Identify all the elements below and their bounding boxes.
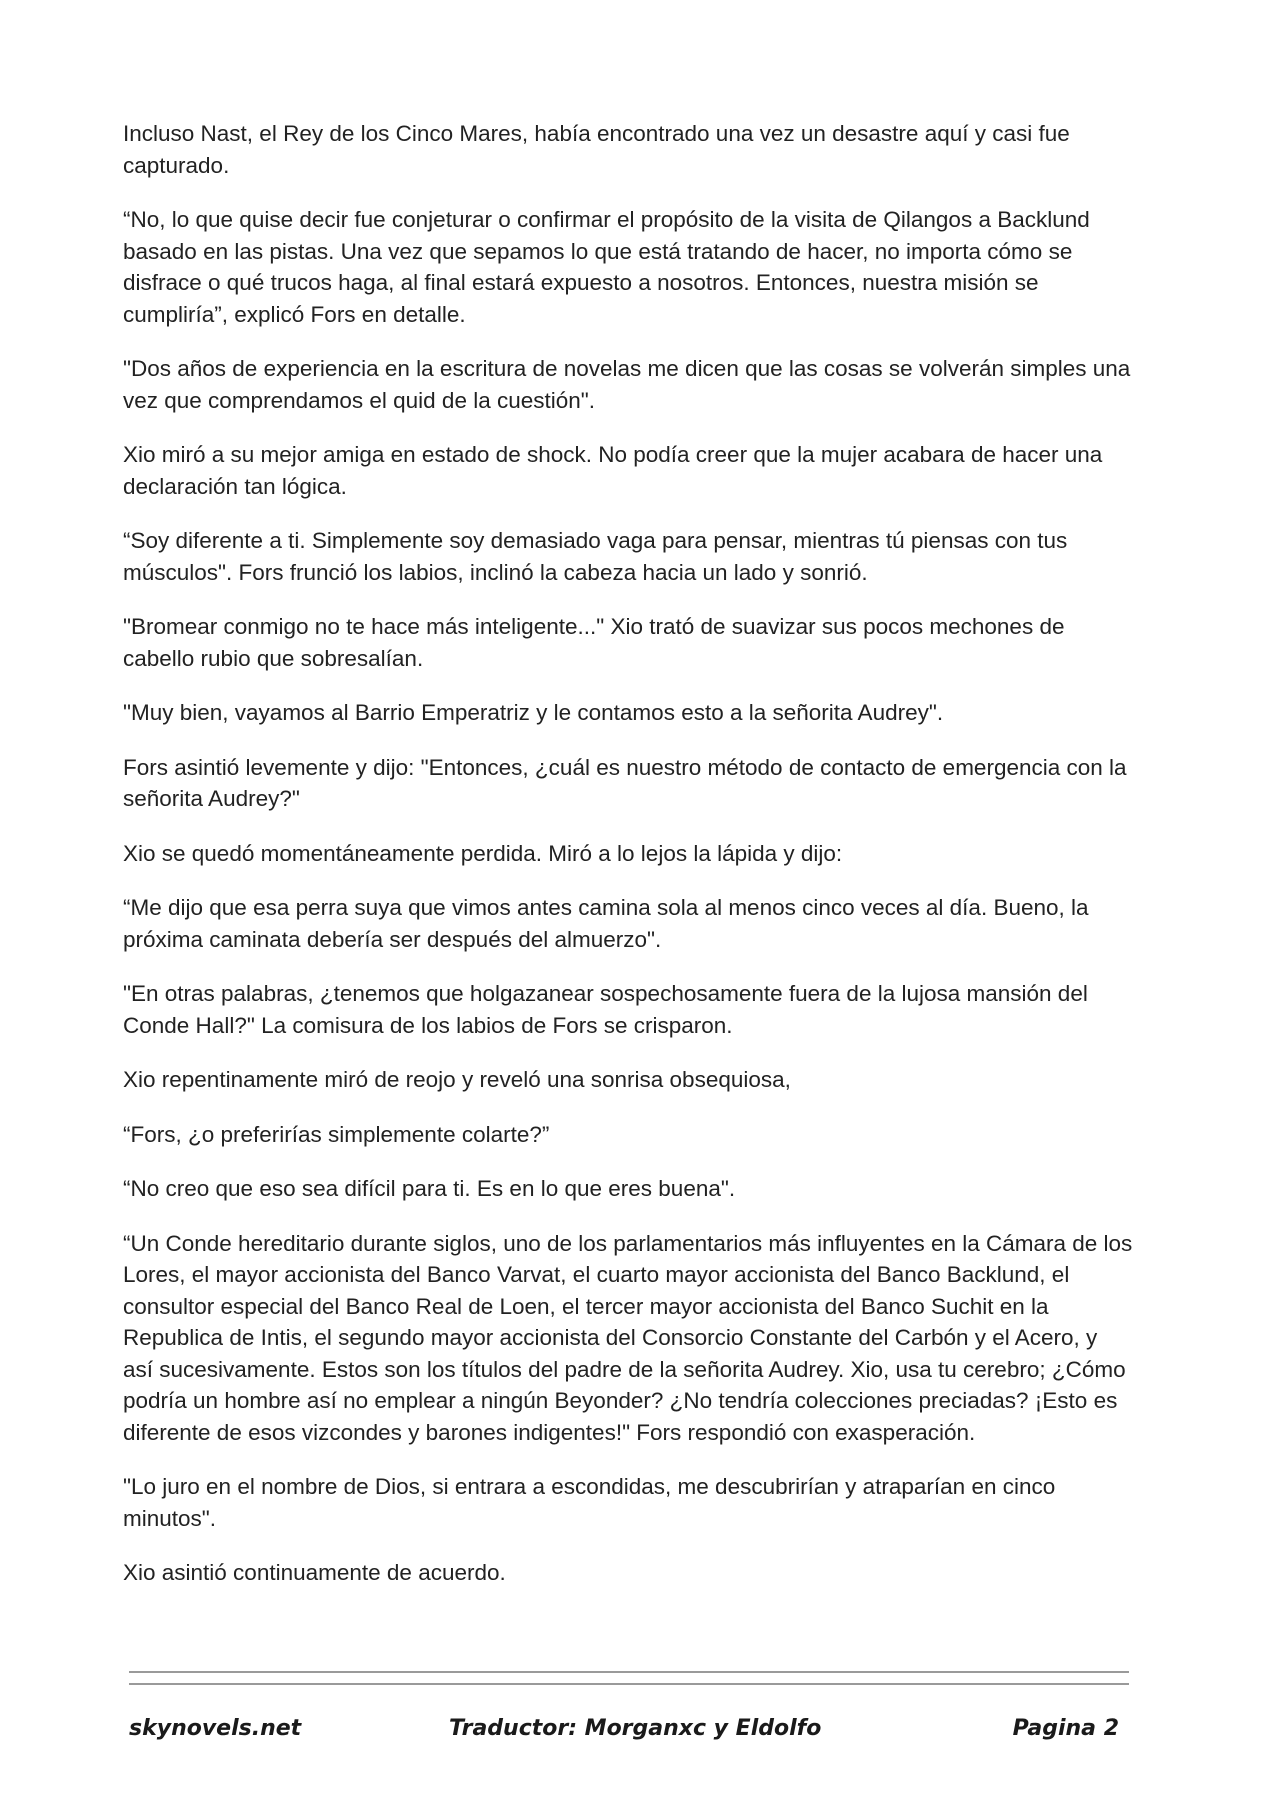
body-text [123, 118, 1133, 1612]
paragraph: "Muy bien, vayamos al Barrio Emperatriz y le contamos esto a la señorita Audrey". [123, 700, 944, 725]
paragraph: "En otras palabras, ¿tenemos que holgazanear sospechosamente fuera de la lujosa mansión del Conde Hall?" La comisura de los labios de Fors se crisparon. [123, 981, 1088, 1038]
paragraph: “Me dijo que esa perra suya que vimos antes camina sola al menos cinco veces al día. Bueno, la próxima caminata debería ser después del almuerzo". [123, 895, 1089, 952]
divider-line [129, 1671, 1129, 1673]
paragraph: “Fors, ¿o preferirías simplemente colarte?” [123, 1121, 550, 1147]
footer-translator: Traductor: Morganxc y Eldolfo [449, 1716, 822, 1741]
paragraph: "Dos años de experiencia en la escritura de novelas me dicen que las cosas se volverán simples una vez que comprendamos el quid de la cuestión". [123, 356, 1131, 413]
page-footer [129, 1716, 1129, 1750]
paragraph: Xio se quedó momentáneamente perdida. Miró a lo lejos la lápida y dijo: [123, 840, 843, 866]
paragraph: "Bromear conmigo no te hace más inteligente..." Xio trató de suavizar sus pocos mechones de cabello rubio que sobresalían. [123, 614, 1065, 671]
paragraph: Xio miró a su mejor amiga en estado de shock. No podía creer que la mujer acabara de hacer una declaración tan lógica. [123, 442, 1103, 499]
paragraph: "Lo juro en el nombre de Dios, si entrara a escondidas, me descubrirían y atraparían en cinco minutos". [123, 1474, 1056, 1531]
paragraph: “No creo que eso sea difícil para ti. Es en lo que eres buena". [123, 1176, 736, 1201]
paragraph: “Un Conde hereditario durante siglos, uno de los parlamentarios más influyentes en la Cámara de los Lores, el mayor accionista del Banco Varvat, el cuarto mayor accionista del Banco Backlund, el consultor especial del Banco Real de Loen, el tercer mayor accionista del Banco Suchit en la Republica de Intis, el segundo mayor accionista del Consorcio Constante del Carbón y el Acero, y así sucesivamente. Estos son los títulos del padre de la señorita Audrey. Xio, usa tu cerebro; ¿Cómo podría un hombre así no emplear a ningún Beyonder? ¿No tendría colecciones preciadas? ¡Esto es diferente de esos vizcondes y barones indigentes!" Fors respondió con exasperación. [123, 1230, 1133, 1445]
paragraph: Xio repentinamente miró de reojo y reveló una sonrisa obsequiosa, [123, 1067, 791, 1092]
paragraph: Incluso Nast, el Rey de los Cinco Mares, había encontrado una vez un desastre aquí y casi fue capturado. [123, 121, 1070, 178]
footer-divider [129, 1671, 1129, 1695]
paragraph: Fors asintió levemente y dijo: "Entonces, ¿cuál es nuestro método de contacto de emergencia con la señorita Audrey?" [123, 754, 1127, 811]
divider-line [129, 1683, 1129, 1685]
paragraph: “No, lo que quise decir fue conjeturar o confirmar el propósito de la visita de Qilangos a Backlund basado en las pistas. Una vez que sepamos lo que está tratando de hacer, no importa cómo se disfrace o qué trucos haga, al final estará expuesto a nosotros. Entonces, nuestra misión se cumpliría”, explicó Fors en detalle. [123, 207, 1090, 327]
footer-page-number: Pagina 2 [1012, 1716, 1119, 1741]
paragraph: “Soy diferente a ti. Simplemente soy demasiado vaga para pensar, mientras tú piensas con tus músculos". Fors frunció los labios, inclinó la cabeza hacia un lado y sonrió. [123, 528, 1068, 585]
footer-site: skynovels.net [129, 1716, 302, 1741]
paragraph: Xio asintió continuamente de acuerdo. [123, 1560, 506, 1585]
